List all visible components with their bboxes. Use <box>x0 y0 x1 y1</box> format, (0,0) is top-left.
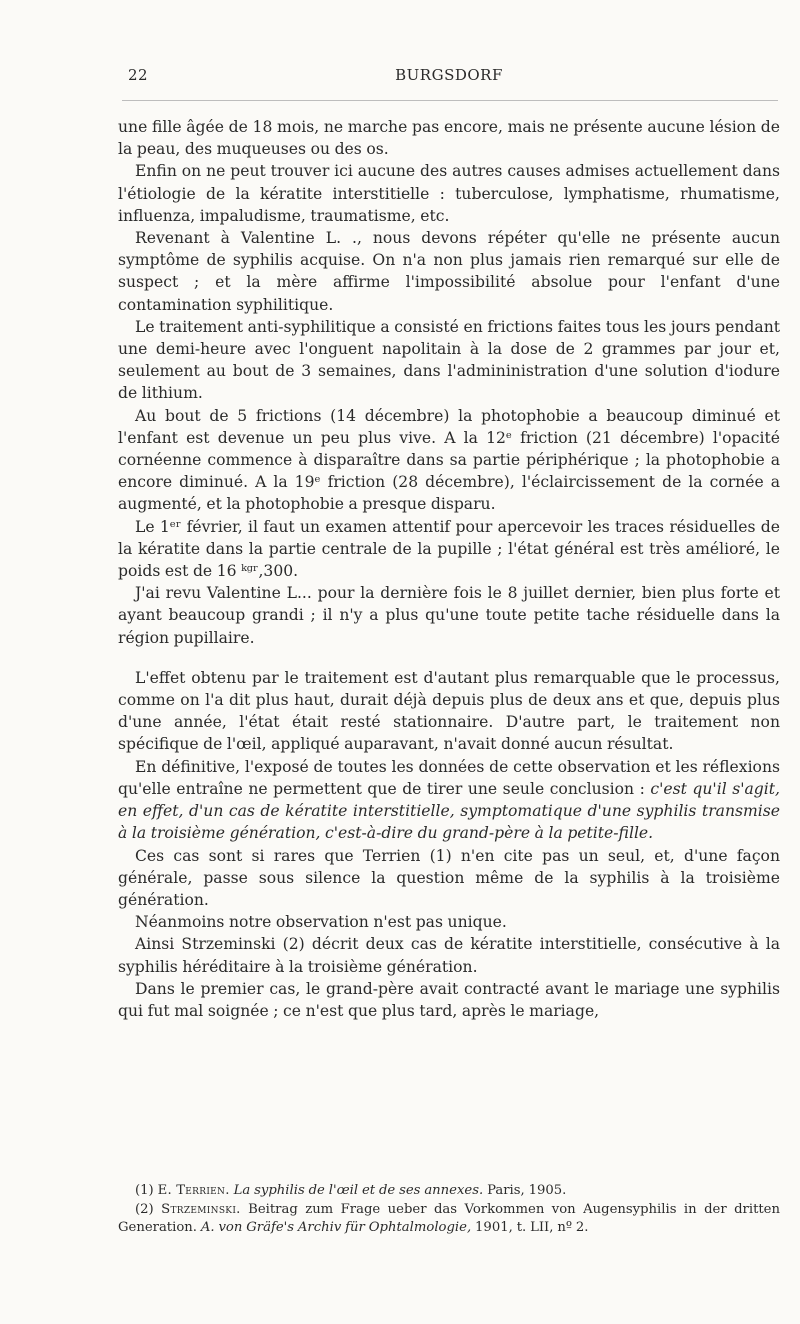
footnote-rest: 1901, t. LII, nº 2. <box>475 1220 589 1235</box>
paragraph: Le 1ᵉʳ février, il faut un examen attentif pour apercevoir les traces résiduelles de la kératite dans la partie centrale de la pupille ; l'état général est très amélioré, le poids est de 16 ᵏᵍʳ,300. <box>118 517 780 581</box>
footnote <box>118 1201 780 1238</box>
paragraph: Revenant à Valentine L. ., nous devons répéter qu'elle ne présente aucun symptôme de syphilis acquise. On n'a non plus jamais rien remarqué sur elle de suspect ; et la mère affirme l'impossibilité absolue pour l'enfant d'une contamination syphilitique. <box>118 229 780 314</box>
body-text <box>118 116 780 1022</box>
footnote-rest: Paris, 1905. <box>487 1183 567 1198</box>
paragraph: L'effet obtenu par le traitement est d'autant plus remarquable que le processus, comme on l'a dit plus haut, durait déjà depuis plus de deux ans et que, depuis plus d'une année, l'état était resté stationnaire. D'autre part, le traitement non spécifique de l'œil, appliqué auparavant, n'avait donné aucun résultat. <box>118 668 780 754</box>
paragraph: Dans le premier cas, le grand-père avait contracté avant le mariage une syphilis qui fut mal soignée ; ce n'est que plus tard, après le mariage, <box>118 979 780 1020</box>
page-number: 22 <box>128 66 149 84</box>
footnotes <box>118 1182 780 1238</box>
running-title: BURGSDORF <box>395 66 503 84</box>
paragraph: Le traitement anti-syphilitique a consisté en frictions faites tous les jours pendant une demi-heure avec l'onguent napolitain à la dose de 2 grammes par jour et, seulement au bout de 3 semaines, dans l'admininistration d'une solution d'iodure de lithium. <box>118 317 780 403</box>
paragraph: Néanmoins notre observation n'est pas unique. <box>135 913 507 932</box>
conclusion-lead: En définitive, l'exposé de toutes les données de cette observation et les réflexions qu'elle entraîne ne permettent que de tirer une seule conclusion : <box>118 757 780 798</box>
footnote <box>118 1182 780 1201</box>
footnote-mark: (1) <box>135 1183 154 1198</box>
paragraph: une fille âgée de 18 mois, ne marche pas encore, mais ne présente aucune lésion de la peau, des muqueuses ou des os. <box>118 118 780 159</box>
footnote-author: Strzeminski. <box>161 1201 241 1217</box>
header-rule <box>122 100 778 101</box>
footnote-journal: A. von Gräfe's Archiv für Ophtalmologie, <box>200 1220 472 1235</box>
paragraph: Ainsi Strzeminski (2) décrit deux cas de kératite interstitielle, consécutive à la syphilis héréditaire à la troisième génération. <box>118 935 780 976</box>
conclusion-italic: c'est qu'il s'agit, en effet, d'un cas de kératite interstitielle, symptomatique d'une syphilis transmise à la troisième génération, c'est-à-dire du grand-père à la petite-fille. <box>118 779 780 843</box>
footnote-author: E. Terrien. <box>157 1183 230 1198</box>
running-header <box>118 66 780 90</box>
paragraph: J'ai revu Valentine L... pour la dernière fois le 8 juillet dernier, bien plus forte et ayant beaucoup grandi ; il n'y a plus qu'une toute petite tache résiduelle dans la région pupillaire. <box>118 584 780 647</box>
footnote-title: Beitrag zum Frage ueber das Vorkommen von Augensyphilis in der dritten Generation. <box>118 1201 780 1235</box>
paragraph: Ces cas sont si rares que Terrien (1) n'en cite pas un seul, et, d'une façon générale, passe sous silence la question même de la syphilis à la troisième génération. <box>118 846 780 909</box>
footnote-mark: (2) <box>135 1201 154 1217</box>
paragraph: Enfin on ne peut trouver ici aucune des autres causes admises actuellement dans l'étiologie de la kératite interstitielle : tuberculose, lymphatisme, rhumatisme, influenza, impaludisme, traumatisme, etc. <box>118 162 780 225</box>
conclusion-paragraph <box>118 756 780 845</box>
footnote-title: La syphilis de l'œil et de ses annexes. <box>233 1183 484 1198</box>
paragraph: Au bout de 5 frictions (14 décembre) la photophobie a beaucoup diminué et l'enfant est devenue un peu plus vive. A la 12ᵉ friction (21 décembre) l'opacité cornéenne commence à disparaître dans sa partie périphérique ; la photophobie a encore diminué. A la 19ᵉ friction (28 décembre), l'éclaircissement de la cornée a augmenté, et la photophobie a presque disparu. <box>118 406 780 514</box>
